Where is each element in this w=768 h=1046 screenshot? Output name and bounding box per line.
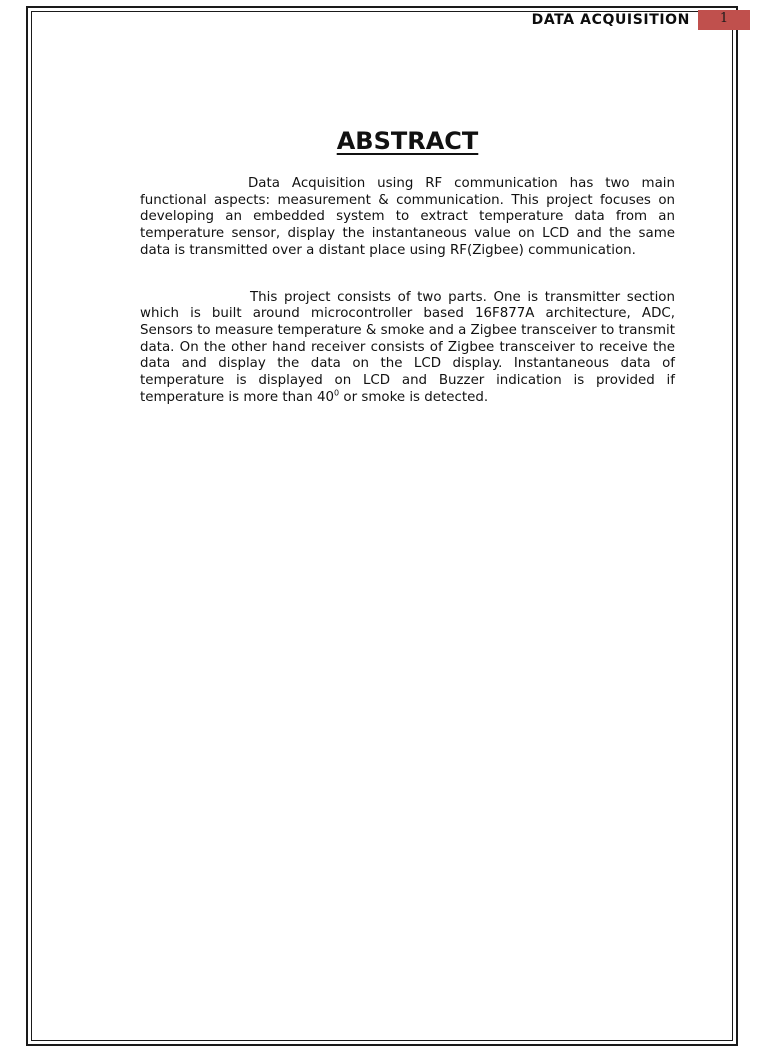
abstract-paragraph-1: Data Acquisition using RF communication has two main functional aspects: measurement & communication. This project focuses on developing an embedded system to extract temperature data from an temperature sensor, display the instantaneous value on LCD and the same data is transmitted over a distant place using RF(Zigbee) communication. xyxy=(140,176,675,258)
running-header-title: DATA ACQUISITION xyxy=(531,12,690,28)
document-body xyxy=(140,124,675,406)
abstract-paragraph-2-tail: or smoke is detected. xyxy=(339,389,489,405)
abstract-paragraph-2 xyxy=(140,290,675,407)
degree-superscript: 0 xyxy=(334,388,340,398)
page-number: 1 xyxy=(719,11,729,26)
page-number-badge xyxy=(698,10,750,30)
abstract-paragraph-2-main: This project consists of two parts. One is transmitter section which is built around microcontroller based 16F877A architecture, ADC, Sensors to measure temperature & smoke and a Zigbee transceiver to transmit data. On the other hand receiver consists of Zigbee transceiver to receive the data and display the data on the LCD display. Instantaneous data of temperature is displayed on LCD and Buzzer indication is provided if temperature is more than 40 xyxy=(140,289,675,405)
abstract-heading: ABSTRACT xyxy=(336,127,479,155)
